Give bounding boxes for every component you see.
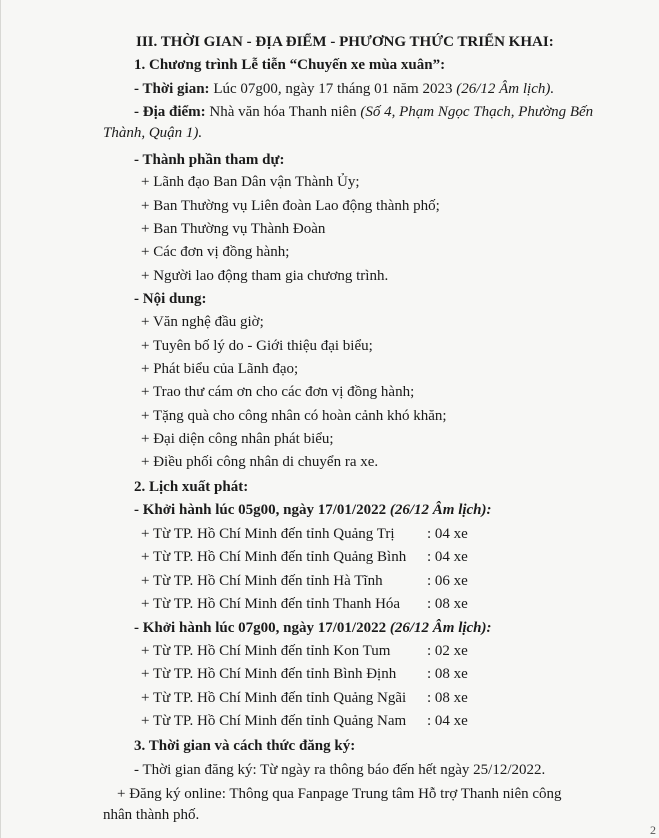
content-item: + Trao thư cám ơn cho các đơn vị đồng hành; bbox=[141, 384, 415, 400]
place-label: - Địa điểm: bbox=[134, 104, 206, 120]
route-row bbox=[141, 641, 641, 661]
route-qty: : 08 xe bbox=[427, 596, 468, 612]
section-heading: III. THỜI GIAN - ĐỊA ĐIỂM - PHƯƠNG THỨC TRIỂN KHAI: bbox=[136, 34, 554, 50]
online-registration-cont: nhân thành phố. bbox=[103, 807, 200, 823]
place-detail-cont: Thành, Quận 1). bbox=[103, 125, 203, 141]
subsection-1-prefix: 1. Chương trình Lễ tiễn bbox=[134, 57, 290, 73]
content-item: + Đại diện công nhân phát biểu; bbox=[141, 431, 334, 447]
departure-group-1-time: - Khởi hành lúc 05g00, ngày 17/01/2022 bbox=[134, 502, 390, 518]
content-item: + Điều phối công nhân di chuyển ra xe. bbox=[141, 454, 379, 470]
departure-group-1-lunar: (26/12 Âm lịch): bbox=[389, 502, 492, 518]
route-row bbox=[141, 711, 641, 731]
place-value: Nhà văn hóa Thanh niên bbox=[205, 104, 361, 120]
content-item: + Tặng quà cho công nhân có hoàn cảnh khó khăn; bbox=[141, 408, 447, 424]
time-label: - Thời gian: bbox=[134, 81, 210, 97]
participant-item: + Các đơn vị đồng hành; bbox=[141, 244, 290, 260]
participant-item: + Ban Thường vụ Liên đoàn Lao động thành phố; bbox=[141, 198, 440, 214]
content-item: + Văn nghệ đầu giờ; bbox=[141, 314, 264, 330]
route-qty: : 06 xe bbox=[427, 573, 468, 589]
route-qty: : 04 xe bbox=[427, 549, 468, 565]
route-row bbox=[141, 524, 641, 544]
route-row bbox=[141, 594, 641, 614]
content-item: + Phát biểu của Lãnh đạo; bbox=[141, 361, 299, 377]
participant-item: + Ban Thường vụ Thành Đoàn bbox=[141, 221, 326, 237]
route-name: + Từ TP. Hồ Chí Minh đến tỉnh Thanh Hóa bbox=[141, 596, 401, 612]
online-registration: + Đăng ký online: Thông qua Fanpage Trung tâm Hỗ trợ Thanh niên công bbox=[117, 786, 562, 802]
place-line bbox=[134, 102, 593, 122]
subsection-2-title: 2. Lịch xuất phát: bbox=[134, 479, 249, 495]
route-qty: : 02 xe bbox=[427, 643, 468, 659]
route-name: + Từ TP. Hồ Chí Minh đến tỉnh Quảng Nam bbox=[141, 713, 407, 729]
route-row bbox=[141, 547, 641, 567]
content-label: - Nội dung: bbox=[134, 291, 207, 307]
subsection-1-title bbox=[134, 55, 445, 75]
route-qty: : 04 xe bbox=[427, 713, 468, 729]
departure-group-1-label bbox=[134, 500, 492, 520]
route-name: + Từ TP. Hồ Chí Minh đến tỉnh Quảng Trị bbox=[141, 526, 395, 542]
time-line bbox=[134, 79, 554, 99]
time-lunar: (26/12 Âm lịch). bbox=[456, 81, 555, 97]
route-name: + Từ TP. Hồ Chí Minh đến tỉnh Kon Tum bbox=[141, 643, 391, 659]
place-detail: (Số 4, Phạm Ngọc Thạch, Phường Bến bbox=[360, 104, 594, 120]
route-row bbox=[141, 571, 641, 591]
registration-time: - Thời gian đăng ký: Từ ngày ra thông báo đến hết ngày 25/12/2022. bbox=[134, 762, 546, 778]
content-item: + Tuyên bố lý do - Giới thiệu đại biểu; bbox=[141, 338, 373, 354]
route-row bbox=[141, 688, 641, 708]
page-number: 2 bbox=[650, 823, 656, 837]
subsection-1-bold: “Chuyến xe mùa xuân”: bbox=[289, 57, 446, 73]
route-qty: : 04 xe bbox=[427, 526, 468, 542]
route-row bbox=[141, 664, 641, 684]
route-name: + Từ TP. Hồ Chí Minh đến tỉnh Bình Định bbox=[141, 666, 397, 682]
participants-label: - Thành phần tham dự: bbox=[134, 152, 285, 168]
route-name: + Từ TP. Hồ Chí Minh đến tỉnh Quảng Bình bbox=[141, 549, 407, 565]
time-value: Lúc 07g00, ngày 17 tháng 01 năm 2023 bbox=[209, 81, 457, 97]
route-name: + Từ TP. Hồ Chí Minh đến tỉnh Quảng Ngãi bbox=[141, 690, 407, 706]
participant-item: + Người lao động tham gia chương trình. bbox=[141, 268, 389, 284]
subsection-3-title: 3. Thời gian và cách thức đăng ký: bbox=[134, 738, 356, 754]
participant-item: + Lãnh đạo Ban Dân vận Thành Ủy; bbox=[141, 174, 360, 190]
route-qty: : 08 xe bbox=[427, 690, 468, 706]
route-name: + Từ TP. Hồ Chí Minh đến tỉnh Hà Tĩnh bbox=[141, 573, 383, 589]
departure-group-2-label bbox=[134, 618, 492, 638]
departure-group-2-time: - Khởi hành lúc 07g00, ngày 17/01/2022 bbox=[134, 620, 390, 636]
route-qty: : 08 xe bbox=[427, 666, 468, 682]
departure-group-2-lunar: (26/12 Âm lịch): bbox=[389, 620, 492, 636]
